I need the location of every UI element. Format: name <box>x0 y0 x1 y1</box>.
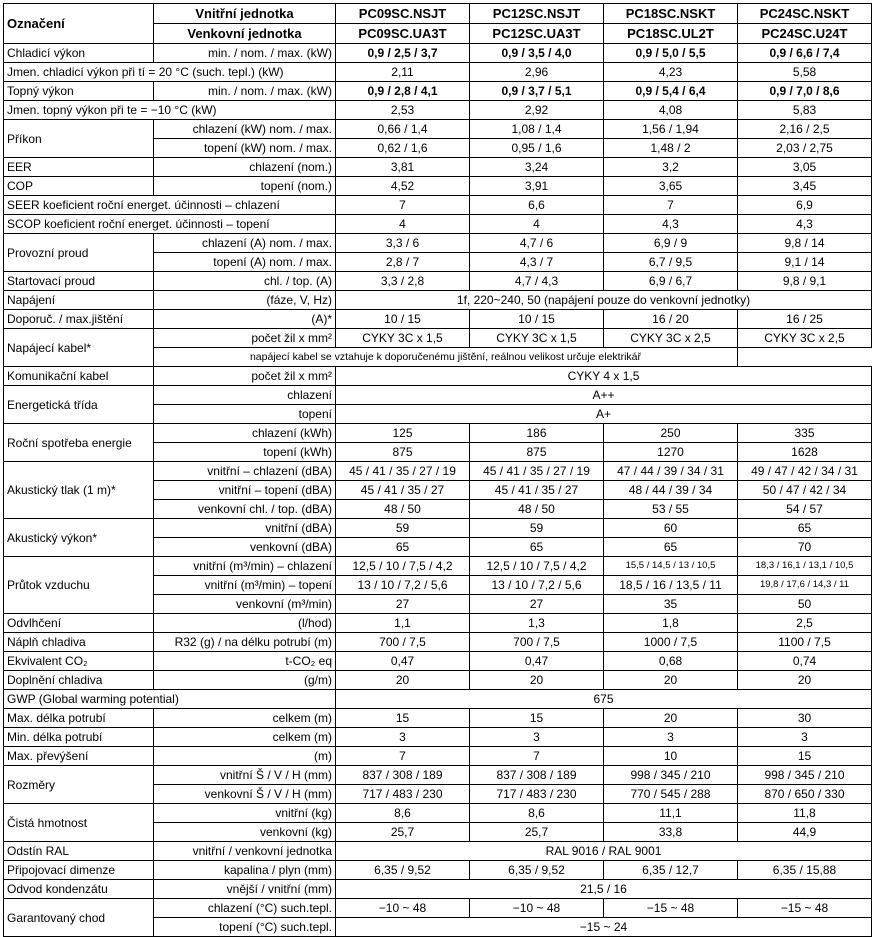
value-cell: 3,65 <box>604 177 738 196</box>
value-cell: 11,8 <box>738 804 872 823</box>
value-cell: 65 <box>738 519 872 538</box>
value-cell: 27 <box>470 595 604 614</box>
row-sublabel: chlazení (A) nom. / max. <box>154 234 336 253</box>
outdoor-unit-label: Venkovní jednotka <box>154 24 336 44</box>
table-row <box>4 234 872 253</box>
row-sublabel: chl. / top. (A) <box>154 272 336 291</box>
value-cell: 49 / 47 / 42 / 34 / 31 <box>738 462 872 481</box>
value-cell: 15,5 / 14,5 / 13 / 10,5 <box>604 557 738 576</box>
table-row <box>4 842 872 861</box>
row-label: Max. převýšení <box>4 747 154 766</box>
value-cell: 4,3 <box>738 215 872 234</box>
value-cell: 0,9 / 7,0 / 8,6 <box>738 82 872 101</box>
value-cell: 2,11 <box>336 63 470 82</box>
table-row <box>4 671 872 690</box>
row-label: Komunikační kabel <box>4 367 154 386</box>
value-cell: 1,08 / 1,4 <box>470 120 604 139</box>
value-cell: 2,8 / 7 <box>336 253 470 272</box>
row-sublabel: vnitřní (m³/min) – topení <box>154 576 336 595</box>
row-label: Startovací proud <box>4 272 154 291</box>
row-sublabel: celkem (m) <box>154 709 336 728</box>
value-cell: 3,05 <box>738 158 872 177</box>
row-sublabel: chlazení (kWh) <box>154 424 336 443</box>
value-cell: 2,03 / 2,75 <box>738 139 872 158</box>
table-row <box>4 386 872 405</box>
table-row <box>4 709 872 728</box>
row-sublabel: chlazení <box>154 386 336 405</box>
value-cell: 9,8 / 14 <box>738 234 872 253</box>
value-cell: 6,35 / 15,88 <box>738 861 872 880</box>
row-sublabel: venkovní Š / V / H (mm) <box>154 785 336 804</box>
outdoor-model: PC24SC.U24T <box>738 24 872 44</box>
row-label: Jmen. chladicí výkon při tí = 20 °C (such. tepl.) (kW) <box>4 63 336 82</box>
value-cell: 0,68 <box>604 652 738 671</box>
value-cell: 1,8 <box>604 614 738 633</box>
value-cell-merged: CYKY 4 x 1,5 <box>336 367 872 386</box>
value-cell: −15 ~ 48 <box>738 899 872 918</box>
row-label: Energetická třída <box>4 386 154 424</box>
value-cell: 20 <box>604 709 738 728</box>
value-cell: 47 / 44 / 39 / 34 / 31 <box>604 462 738 481</box>
value-cell: 3 <box>336 728 470 747</box>
row-sublabel: vnitřní / venkovní jednotka <box>154 842 336 861</box>
value-cell: 1270 <box>604 443 738 462</box>
value-cell: 998 / 345 / 210 <box>604 766 738 785</box>
row-sublabel: venkovní (m³/min) <box>154 595 336 614</box>
value-cell: 250 <box>604 424 738 443</box>
value-cell: 35 <box>604 595 738 614</box>
value-cell: 0,9 / 3,5 / 4,0 <box>470 44 604 63</box>
row-sublabel: R32 (g) / na délku potrubí (m) <box>154 633 336 652</box>
value-cell: 1628 <box>738 443 872 462</box>
row-sublabel: vnitřní – topení (dBA) <box>154 481 336 500</box>
row-sublabel: min. / nom. / max. (kW) <box>154 44 336 63</box>
value-cell: 335 <box>738 424 872 443</box>
table-row <box>4 424 872 443</box>
value-cell: 3 <box>604 728 738 747</box>
value-cell: 18,3 / 16,1 / 13,1 / 10,5 <box>738 557 872 576</box>
value-cell: −10 ~ 48 <box>336 899 470 918</box>
row-sublabel: (m) <box>154 747 336 766</box>
value-cell: 6,9 <box>738 196 872 215</box>
value-cell: 0,62 / 1,6 <box>336 139 470 158</box>
indoor-model: PC12SC.NSJT <box>470 4 604 24</box>
row-sublabel: chlazení (kW) nom. / max. <box>154 120 336 139</box>
value-cell: 65 <box>336 538 470 557</box>
value-cell: 20 <box>738 671 872 690</box>
table-row <box>4 557 872 576</box>
row-label: Doplnění chladiva <box>4 671 154 690</box>
table-row <box>4 215 872 234</box>
value-cell: 4,3 <box>604 215 738 234</box>
row-label: Provozní proud <box>4 234 154 272</box>
row-sublabel: venkovní (dBA) <box>154 538 336 557</box>
row-sublabel: (fáze, V, Hz) <box>154 291 336 310</box>
row-label: SEER koeficient roční energet. účinnosti – chlazení <box>4 196 336 215</box>
value-cell: 7 <box>336 747 470 766</box>
table-row <box>4 120 872 139</box>
value-cell: 10 <box>604 747 738 766</box>
value-cell: 1,48 / 2 <box>604 139 738 158</box>
row-sublabel: vnitřní Š / V / H (mm) <box>154 766 336 785</box>
value-cell: 6,9 / 6,7 <box>604 272 738 291</box>
value-cell: 0,9 / 5,0 / 5,5 <box>604 44 738 63</box>
value-cell: 9,8 / 9,1 <box>738 272 872 291</box>
table-row <box>4 633 872 652</box>
value-cell: 3,91 <box>470 177 604 196</box>
value-cell: 6,35 / 12,7 <box>604 861 738 880</box>
row-sublabel: chlazení (°C) such.tepl. <box>154 899 336 918</box>
value-cell: 700 / 7,5 <box>470 633 604 652</box>
value-cell: 45 / 41 / 35 / 27 <box>470 481 604 500</box>
table-row <box>4 367 872 386</box>
value-cell: 20 <box>470 671 604 690</box>
value-cell: 59 <box>336 519 470 538</box>
value-cell: 875 <box>336 443 470 462</box>
value-cell-merged: A++ <box>336 386 872 405</box>
value-cell: CYKY 3C x 2,5 <box>738 329 872 348</box>
value-cell: 2,92 <box>470 101 604 120</box>
row-sublabel: chlazení (nom.) <box>154 158 336 177</box>
table-row <box>4 652 872 671</box>
table-row <box>4 861 872 880</box>
value-cell: 4 <box>336 215 470 234</box>
value-cell: 837 / 308 / 189 <box>336 766 470 785</box>
row-sublabel: venkovní (kg) <box>154 823 336 842</box>
value-cell: −15 ~ 48 <box>604 899 738 918</box>
value-cell: 20 <box>604 671 738 690</box>
value-cell: 2,96 <box>470 63 604 82</box>
row-label: SCOP koeficient roční energet. účinnosti – topení <box>4 215 336 234</box>
table-row <box>4 462 872 481</box>
row-label: COP <box>4 177 154 196</box>
value-cell: 18,5 / 16 / 13,5 / 11 <box>604 576 738 595</box>
value-cell: 12,5 / 10 / 7,5 / 4,2 <box>470 557 604 576</box>
value-cell: 1100 / 7,5 <box>738 633 872 652</box>
row-sublabel: topení <box>154 405 336 424</box>
row-sublabel: počet žil x mm² <box>154 329 336 348</box>
value-cell: 45 / 41 / 35 / 27 <box>336 481 470 500</box>
value-cell: 60 <box>604 519 738 538</box>
value-cell: 25,7 <box>470 823 604 842</box>
value-cell: 33,8 <box>604 823 738 842</box>
spec-table <box>3 3 872 937</box>
indoor-model: PC09SC.NSJT <box>336 4 470 24</box>
row-label: Průtok vzduchu <box>4 557 154 614</box>
value-cell: 3 <box>738 728 872 747</box>
value-cell: 16 / 20 <box>604 310 738 329</box>
value-cell: 0,9 / 3,7 / 5,1 <box>470 82 604 101</box>
row-sublabel: topení (kWh) <box>154 443 336 462</box>
table-row <box>4 272 872 291</box>
row-label: Akustický výkon* <box>4 519 154 557</box>
value-cell: 0,74 <box>738 652 872 671</box>
value-cell: 0,9 / 5,4 / 6,4 <box>604 82 738 101</box>
row-label: Jmen. topný výkon při te = −10 °C (kW) <box>4 101 336 120</box>
row-sublabel: topení (kW) nom. / max. <box>154 139 336 158</box>
row-sublabel: t-CO₂ eq <box>154 652 336 671</box>
row-label: Roční spotřeba energie <box>4 424 154 462</box>
value-cell: 30 <box>738 709 872 728</box>
value-cell: 4,08 <box>604 101 738 120</box>
value-cell: 65 <box>470 538 604 557</box>
value-cell: 45 / 41 / 35 / 27 / 19 <box>470 462 604 481</box>
value-cell: 15 <box>738 747 872 766</box>
value-cell: 1,56 / 1,94 <box>604 120 738 139</box>
value-cell: 48 / 44 / 39 / 34 <box>604 481 738 500</box>
value-cell: CYKY 3C x 1,5 <box>470 329 604 348</box>
value-cell: 0,9 / 6,6 / 7,4 <box>738 44 872 63</box>
value-cell: 44,9 <box>738 823 872 842</box>
value-cell: 13 / 10 / 7,2 / 5,6 <box>470 576 604 595</box>
table-row <box>4 614 872 633</box>
value-cell: 5,83 <box>738 101 872 120</box>
value-cell: 48 / 50 <box>336 500 470 519</box>
row-label: Doporuč. / max.jištění <box>4 310 154 329</box>
value-cell-merged: 21,5 / 16 <box>336 880 872 899</box>
row-label: Čistá hmotnost <box>4 804 154 842</box>
value-cell: 16 / 25 <box>738 310 872 329</box>
value-cell: 1,3 <box>470 614 604 633</box>
value-cell: 186 <box>470 424 604 443</box>
table-row <box>4 747 872 766</box>
value-cell: 3,2 <box>604 158 738 177</box>
table-row <box>4 196 872 215</box>
value-cell: 53 / 55 <box>604 500 738 519</box>
value-cell: 717 / 483 / 230 <box>470 785 604 804</box>
indoor-model: PC24SC.NSKT <box>738 4 872 24</box>
value-cell: 2,5 <box>738 614 872 633</box>
value-cell: CYKY 3C x 1,5 <box>336 329 470 348</box>
value-cell: 65 <box>604 538 738 557</box>
value-cell: 998 / 345 / 210 <box>738 766 872 785</box>
value-cell: 4,7 / 6 <box>470 234 604 253</box>
value-cell-merged: A+ <box>336 405 872 424</box>
value-cell: 20 <box>336 671 470 690</box>
value-cell: 6,35 / 9,52 <box>470 861 604 880</box>
table-row <box>4 690 872 709</box>
value-cell: 3 <box>470 728 604 747</box>
row-sublabel: vnitřní (m³/min) – chlazení <box>154 557 336 576</box>
row-label: Min. délka potrubí <box>4 728 154 747</box>
table-title: Označení <box>4 4 154 44</box>
value-cell: 870 / 650 / 330 <box>738 785 872 804</box>
value-cell: 0,47 <box>470 652 604 671</box>
value-cell: 6,7 / 9,5 <box>604 253 738 272</box>
value-cell: 12,5 / 10 / 7,5 / 4,2 <box>336 557 470 576</box>
row-sublabel: (g/m) <box>154 671 336 690</box>
row-label: Příkon <box>4 120 154 158</box>
row-label: Napájecí kabel* <box>4 329 154 367</box>
row-sublabel: celkem (m) <box>154 728 336 747</box>
table-row <box>4 804 872 823</box>
row-sublabel: vnitřní (kg) <box>154 804 336 823</box>
value-cell: 7 <box>470 747 604 766</box>
table-row <box>4 158 872 177</box>
value-cell: 3,45 <box>738 177 872 196</box>
row-sublabel: venkovní chl. / top. (dBA) <box>154 500 336 519</box>
table-row <box>4 728 872 747</box>
value-cell: 0,9 / 2,5 / 3,7 <box>336 44 470 63</box>
value-cell: 700 / 7,5 <box>336 633 470 652</box>
table-row <box>4 44 872 63</box>
row-label: Rozměry <box>4 766 154 804</box>
value-cell: 7 <box>604 196 738 215</box>
value-cell: 2,53 <box>336 101 470 120</box>
row-sublabel: počet žil x mm² <box>154 367 336 386</box>
value-cell: 1000 / 7,5 <box>604 633 738 652</box>
value-cell: 8,6 <box>336 804 470 823</box>
indoor-model: PC18SC.NSKT <box>604 4 738 24</box>
outdoor-model: PC09SC.UA3T <box>336 24 470 44</box>
value-cell-merged: 1f, 220~240, 50 (napájení pouze do venkovní jednotky) <box>336 291 872 310</box>
value-cell: 19,8 / 17,6 / 14,3 / 11 <box>738 576 872 595</box>
value-cell: 770 / 545 / 288 <box>604 785 738 804</box>
row-label: EER <box>4 158 154 177</box>
value-cell: 3,3 / 6 <box>336 234 470 253</box>
row-sublabel: min. / nom. / max. (kW) <box>154 82 336 101</box>
table-row <box>4 177 872 196</box>
value-cell-merged: RAL 9016 / RAL 9001 <box>336 842 872 861</box>
value-cell: 10 / 15 <box>470 310 604 329</box>
value-cell: CYKY 3C x 2,5 <box>604 329 738 348</box>
value-cell: 13 / 10 / 7,2 / 5,6 <box>336 576 470 595</box>
value-cell: 27 <box>336 595 470 614</box>
value-cell: 7 <box>336 196 470 215</box>
table-row <box>4 899 872 918</box>
value-cell: 4,23 <box>604 63 738 82</box>
row-sublabel: (A)* <box>154 310 336 329</box>
table-row <box>4 329 872 348</box>
row-sublabel: vnější / vnitřní (mm) <box>154 880 336 899</box>
row-label: GWP (Global warming potential) <box>4 690 336 709</box>
row-label: Odvod kondenzátu <box>4 880 154 899</box>
value-cell: 4,52 <box>336 177 470 196</box>
outdoor-model: PC12SC.UA3T <box>470 24 604 44</box>
value-cell-merged: napájecí kabel se vztahuje k doporučenému jištění, reálnou velikost určuje elektrikář <box>154 348 738 367</box>
value-cell: 3,24 <box>470 158 604 177</box>
row-label: Odvlhčení <box>4 614 154 633</box>
row-sublabel: vnitřní – chlazení (dBA) <box>154 462 336 481</box>
value-cell: 3,81 <box>336 158 470 177</box>
value-cell: 6,9 / 9 <box>604 234 738 253</box>
row-label: Garantovaný chod <box>4 899 154 937</box>
value-cell: 0,66 / 1,4 <box>336 120 470 139</box>
table-row <box>4 63 872 82</box>
row-sublabel: topení (nom.) <box>154 177 336 196</box>
row-label: Ekvivalent CO₂ <box>4 652 154 671</box>
row-label: Max. délka potrubí <box>4 709 154 728</box>
value-cell: 1,1 <box>336 614 470 633</box>
value-cell: 48 / 50 <box>470 500 604 519</box>
row-label: Odstín RAL <box>4 842 154 861</box>
value-cell: 0,47 <box>336 652 470 671</box>
table-row <box>4 766 872 785</box>
row-label: Připojovací dimenze <box>4 861 154 880</box>
row-sublabel: kapalina / plyn (mm) <box>154 861 336 880</box>
table-row <box>4 880 872 899</box>
value-cell: 10 / 15 <box>336 310 470 329</box>
value-cell: 4,7 / 4,3 <box>470 272 604 291</box>
value-cell: 125 <box>336 424 470 443</box>
value-cell: 4 <box>470 215 604 234</box>
table-row <box>4 310 872 329</box>
value-cell: 15 <box>470 709 604 728</box>
value-cell: 5,58 <box>738 63 872 82</box>
row-sublabel: vnitřní (dBA) <box>154 519 336 538</box>
value-cell-merged: −15 ~ 24 <box>336 918 872 937</box>
value-cell: 70 <box>738 538 872 557</box>
row-label: Akustický tlak (1 m)* <box>4 462 154 519</box>
value-cell: 15 <box>336 709 470 728</box>
value-cell: 4,3 / 7 <box>470 253 604 272</box>
value-cell: 837 / 308 / 189 <box>470 766 604 785</box>
row-label: Chladicí výkon <box>4 44 154 63</box>
indoor-unit-label: Vnitřní jednotka <box>154 4 336 24</box>
value-cell: 0,95 / 1,6 <box>470 139 604 158</box>
value-cell: 11,1 <box>604 804 738 823</box>
outdoor-model: PC18SC.UL2T <box>604 24 738 44</box>
row-label: Napájení <box>4 291 154 310</box>
value-cell-merged: 675 <box>336 690 872 709</box>
table-row <box>4 291 872 310</box>
row-sublabel: topení (A) nom. / max. <box>154 253 336 272</box>
table-row <box>4 82 872 101</box>
value-cell: 3,3 / 2,8 <box>336 272 470 291</box>
row-label: Náplň chladiva <box>4 633 154 652</box>
value-cell: 875 <box>470 443 604 462</box>
table-row <box>4 101 872 120</box>
row-sublabel: topení (°C) such.tepl. <box>154 918 336 937</box>
value-cell: 6,35 / 9,52 <box>336 861 470 880</box>
table-row <box>4 519 872 538</box>
value-cell: 2,16 / 2,5 <box>738 120 872 139</box>
value-cell: 717 / 483 / 230 <box>336 785 470 804</box>
value-cell: 8,6 <box>470 804 604 823</box>
value-cell: 0,9 / 2,8 / 4,1 <box>336 82 470 101</box>
row-label: Topný výkon <box>4 82 154 101</box>
value-cell: 9,1 / 14 <box>738 253 872 272</box>
value-cell: 54 / 57 <box>738 500 872 519</box>
header-row-indoor <box>4 4 872 24</box>
value-cell: 25,7 <box>336 823 470 842</box>
value-cell: 45 / 41 / 35 / 27 / 19 <box>336 462 470 481</box>
value-cell: 6,6 <box>470 196 604 215</box>
value-cell: 59 <box>470 519 604 538</box>
value-cell: −10 ~ 48 <box>470 899 604 918</box>
value-cell: 50 / 47 / 42 / 34 <box>738 481 872 500</box>
row-sublabel: (l/hod) <box>154 614 336 633</box>
value-cell: 50 <box>738 595 872 614</box>
